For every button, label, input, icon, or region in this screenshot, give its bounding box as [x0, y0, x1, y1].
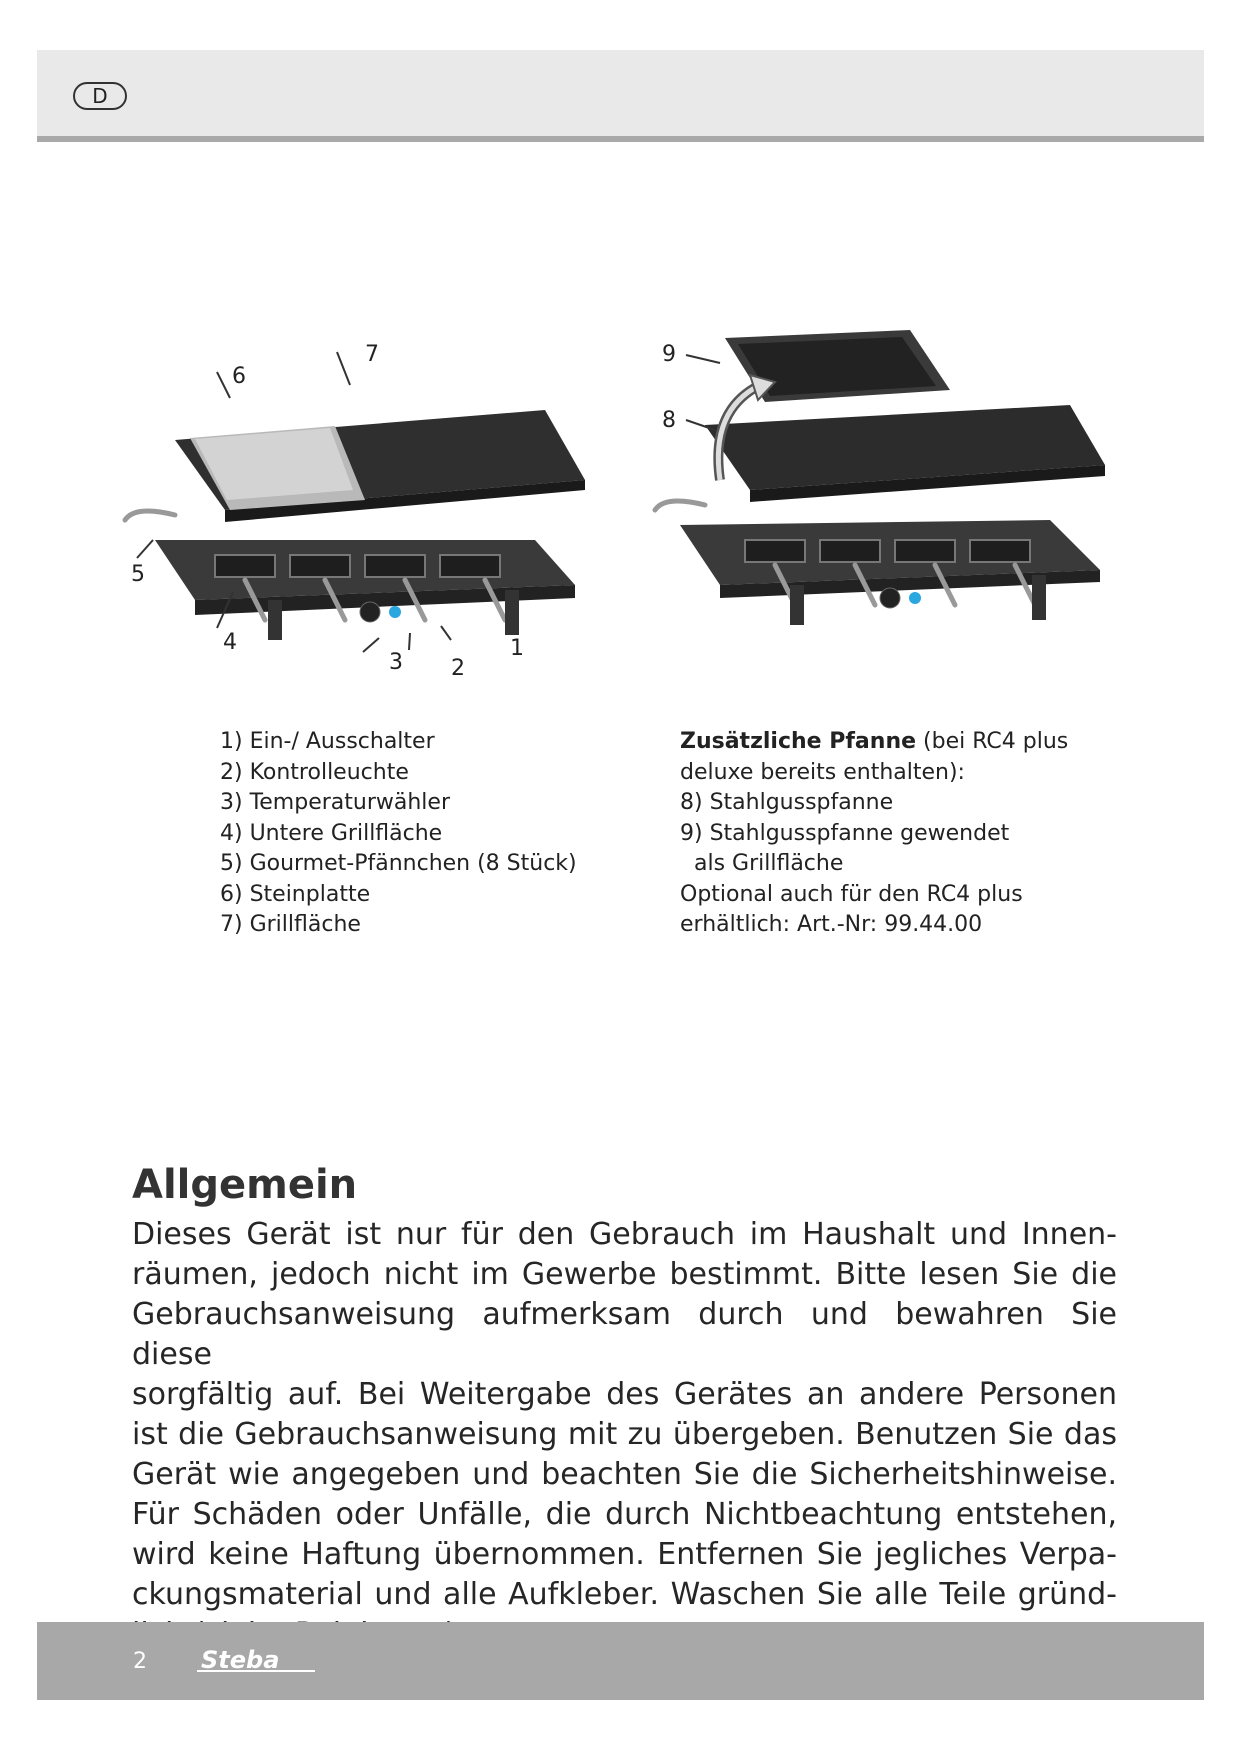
- accessory-line: Optional auch für den RC4 plus: [680, 881, 1023, 907]
- body-line: Gebrauchsanweisung aufmerksam durch und bewahren Sie diese: [132, 1297, 1117, 1372]
- footer-bar: [37, 1622, 1204, 1700]
- legend-item-7: 7) Grillfläche: [220, 912, 361, 937]
- callout-2: 2: [451, 656, 465, 681]
- legend-item-6: 6) Steinplatte: [220, 881, 371, 907]
- product-figure-pan: [650, 330, 1120, 690]
- brand-logo-text: Steba: [201, 1646, 280, 1674]
- legend-item-1: 1) Ein-/ Ausschalter: [220, 729, 435, 754]
- callout-4: 4: [223, 630, 237, 655]
- callout-5: 5: [131, 562, 145, 587]
- body-line: ckungsmaterial und alle Aufkleber. Waschen Sie alle Teile gründ-: [132, 1577, 1117, 1612]
- steba-logo: [197, 1644, 327, 1676]
- accessory-line: 9) Stahlgusspfanne gewendet: [680, 820, 1010, 846]
- legend-item-2: 2) Kontrolleuchte: [220, 759, 409, 785]
- accessory-legend: [680, 727, 1068, 941]
- accessory-heading-rest: (bei RC4 plus: [916, 729, 1069, 754]
- body-line: ist die Gebrauchsanweisung mit zu übergeben. Benutzen Sie das: [132, 1417, 1117, 1452]
- body-line: Dieses Gerät ist nur für den Gebrauch im Haushalt und Innen-: [132, 1217, 1117, 1252]
- body-line: wird keine Haftung übernommen. Entfernen Sie jegliches Verpa-: [132, 1537, 1117, 1572]
- section-body: [132, 1215, 1117, 1655]
- accessory-line: deluxe bereits enthalten):: [680, 759, 965, 785]
- product-figure-grill: [115, 330, 585, 690]
- legend-item-3: 3) Temperaturwähler: [220, 790, 450, 815]
- body-line: räumen, jedoch nicht im Gewerbe bestimmt. Bitte lesen Sie die: [132, 1257, 1117, 1292]
- callout-1: 1: [510, 636, 524, 661]
- callout-3: 3: [389, 650, 403, 675]
- legend-item-4: 4) Untere Grillfläche: [220, 820, 443, 846]
- accessory-line: erhältlich: Art.-Nr: 99.44.00: [680, 912, 983, 937]
- header-bar: [37, 50, 1204, 142]
- legend-item-5: 5) Gourmet-Pfännchen (8 Stück): [220, 851, 577, 876]
- callout-8: 8: [662, 408, 676, 433]
- body-line: Gerät wie angegeben und beachten Sie die Sicherheitshinweise.: [132, 1457, 1117, 1492]
- body-line: Für Schäden oder Unfälle, die durch Nichtbeachtung entstehen,: [132, 1497, 1117, 1532]
- accessory-line: als Grillfläche: [680, 851, 844, 876]
- callout-7: 7: [365, 342, 379, 367]
- callout-9: 9: [662, 342, 676, 367]
- section-title: Allgemein: [132, 1162, 358, 1208]
- body-line: sorgfältig auf. Bei Weitergabe des Gerätes an andere Personen: [132, 1377, 1117, 1412]
- parts-legend: [220, 727, 577, 941]
- page-number: 2: [133, 1649, 147, 1674]
- language-badge: D: [73, 82, 127, 110]
- callout-6: 6: [232, 364, 246, 389]
- accessory-heading: [680, 727, 1068, 758]
- raclette-pan-illustration: [650, 330, 1120, 690]
- accessory-line: 8) Stahlgusspfanne: [680, 790, 894, 815]
- accessory-heading-bold: Zusätzliche Pfanne: [680, 729, 917, 754]
